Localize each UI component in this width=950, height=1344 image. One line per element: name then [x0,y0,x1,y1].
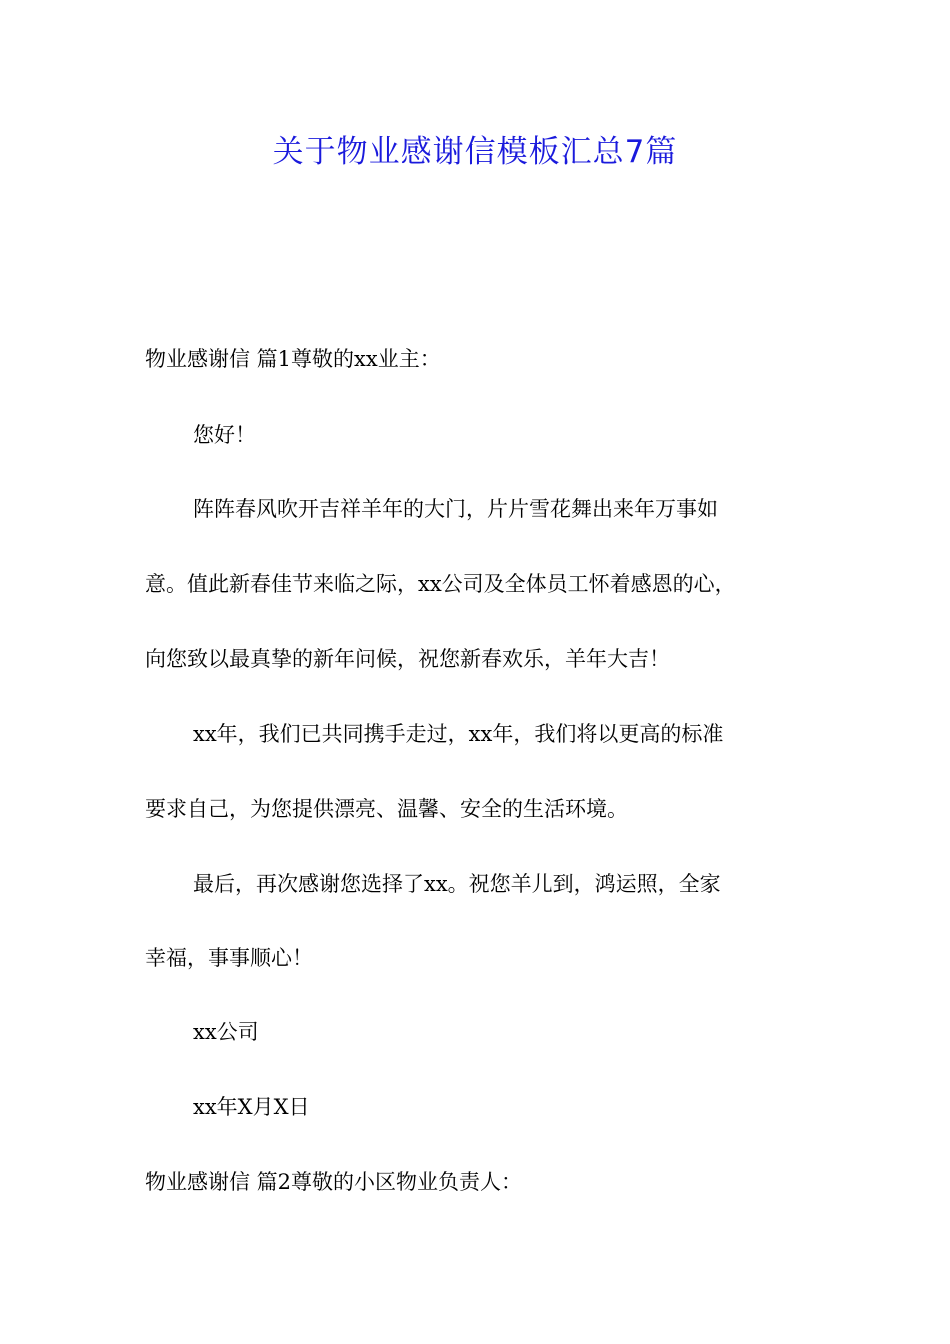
body-paragraph-line: 幸福，事事顺心！ [145,946,313,970]
signature-company: xx公司 [193,1020,259,1044]
greeting-line: 您好！ [193,423,256,447]
body-paragraph-line: xx年，我们已共同携手走过，xx年，我们将以更高的标准 [193,722,724,746]
letter-heading-1: 物业感谢信 篇1尊敬的xx业主： [145,347,441,371]
letter-heading-2: 物业感谢信 篇2尊敬的小区物业负责人： [145,1170,523,1194]
body-paragraph-line: 最后，再次感谢您选择了xx。祝您羊儿到，鸿运照，全家 [193,872,721,896]
body-paragraph-line: 要求自己，为您提供漂亮、温馨、安全的生活环境。 [145,797,628,821]
body-paragraph-line: 向您致以最真挚的新年问候，祝您新春欢乐，羊年大吉！ [145,647,670,671]
body-paragraph-line: 意。值此新春佳节来临之际，xx公司及全体员工怀着感恩的心， [145,572,736,596]
body-paragraph-line: 阵阵春风吹开吉祥羊年的大门，片片雪花舞出来年万事如 [193,497,718,521]
document-title: 关于物业感谢信模板汇总7篇 [272,134,678,170]
signature-date: xx年X月X日 [193,1095,310,1119]
